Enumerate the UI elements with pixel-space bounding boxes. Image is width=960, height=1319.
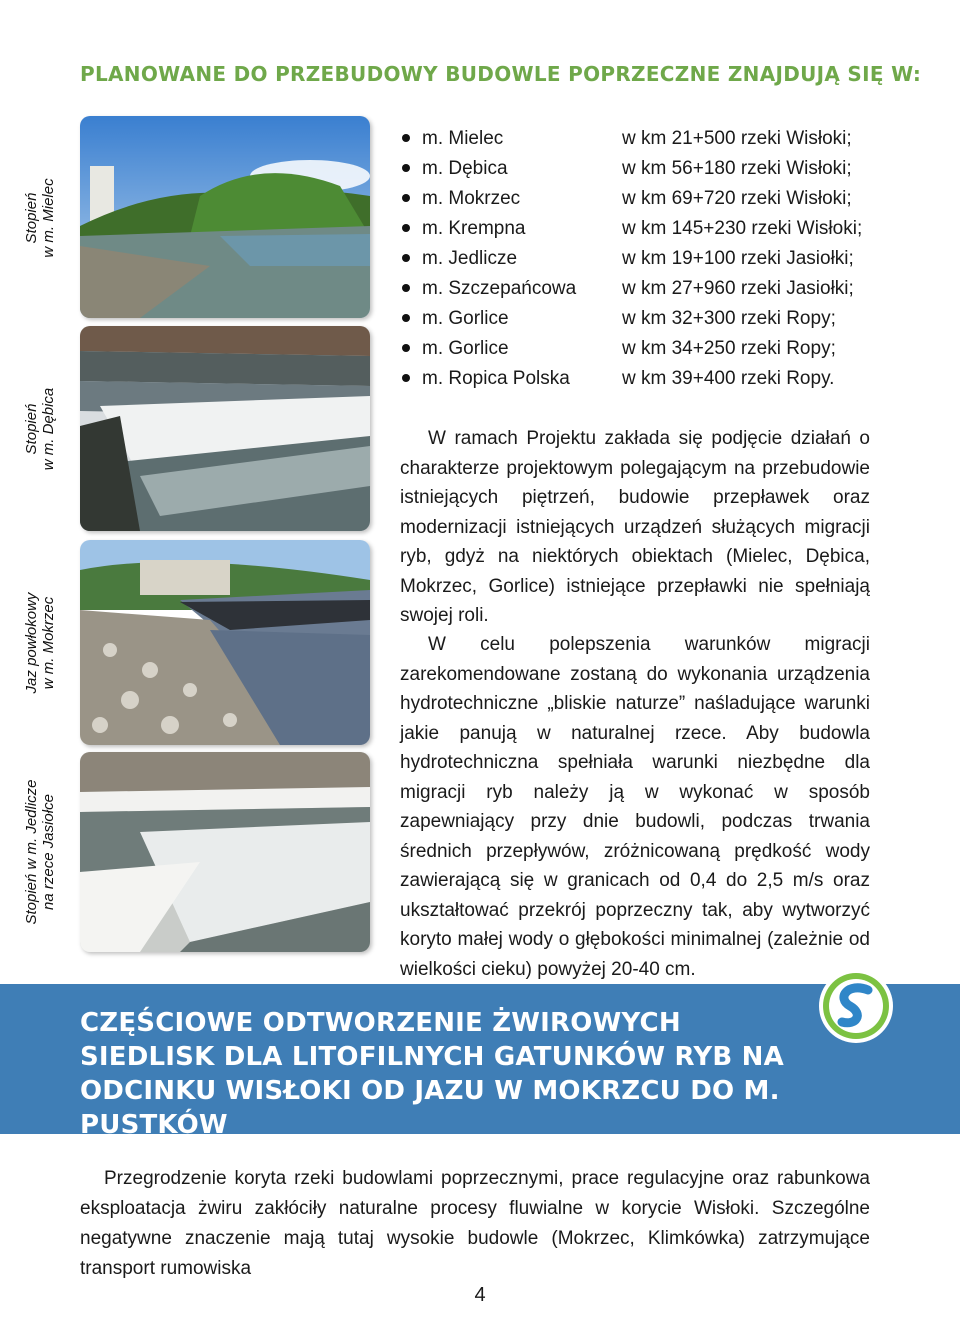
caption-mielec: Stopień w m. Mielec (23, 178, 57, 258)
bullet-icon (402, 194, 410, 202)
bullet-icon (402, 344, 410, 352)
bullet-icon (402, 374, 410, 382)
photo-mokrzec (80, 540, 370, 745)
bullet-icon (402, 134, 410, 142)
paragraph-project: W ramach Projektu zakłada się podjęcie działań o charakterze projektowym polegającym na przebudowie istniejących piętrzeń, budowie przepławek oraz modernizacji istniejących urządzeń służących migracji ryb, gdyż na niektórych obiektach (Mielec, Dębica, Mokrzec, Gorlice) istniejące przepławki nie spełniają swojej roli. (400, 428, 870, 626)
bullet-icon (402, 314, 410, 322)
bullet-icon (402, 284, 410, 292)
caption-mokrzec: Jaz powłokowy w m. Mokrzec (23, 592, 57, 693)
bullet-icon (402, 224, 410, 232)
photo-debica (80, 326, 370, 531)
section-heading: PLANOWANE DO PRZEBUDOWY BUDOWLE POPRZECZNE ZNAJDUJĄ SIĘ W: (80, 62, 922, 86)
bullet-icon (402, 164, 410, 172)
photo-jedlicze (80, 752, 370, 952)
paragraph-gravel: Przegrodzenie koryta rzeki budowlami poprzecznymi, prace regulacyjne oraz rabunkowa eksploatacja żwiru zakłóciły naturalne procesy fluwialne w korycie Wisłoki. Szczególne negatywne znaczenie mają tutaj wysokie budowle (Mokrzec, Klimkówka) zatrzymujące transport rumowiska (80, 1168, 870, 1279)
logo-icon (818, 968, 894, 1044)
paragraph-migration: W celu polepszenia warunków migracji zarekomendowane zostaną do wykonania urządzenia hydrotechniczne „bliskie naturze” naśladujące warunki jakie panują w naturalnej rzece. Aby budowla hydrotechniczna spełniała warunki niezbędne dla migracji ryb należy ją w wykonać w sposób zapewniający przy dnie budowli, podczas trwania średnich przepływów, zróżnicowaną prędkość wody zawierającą się w granicach od 0,4 do 2,5 m/s oraz ukształtować przekrój poprzeczny tak, aby wytworzyć koryto małej wody o głębokości minimalnej (zależnie od wielkości cieku) powyżej 20-40 cm. (400, 634, 870, 980)
bullet-icon (402, 254, 410, 262)
caption-debica: Stopień w m. Dębica (23, 387, 57, 470)
caption-jedlicze: Stopień w m. Jedlicze na rzece Jasiołce (23, 779, 57, 925)
page-number: 4 (474, 1284, 486, 1306)
section-title: CZĘŚCIOWE ODTWORZENIE ŻWIROWYCH SIEDLISK DLA LITOFILNYCH GATUNKÓW RYB NA ODCINKU WISŁOKI OD JAZU W MOKRZCU DO M. PUSTKÓW (80, 1008, 784, 1140)
photo-mielec (80, 116, 370, 318)
